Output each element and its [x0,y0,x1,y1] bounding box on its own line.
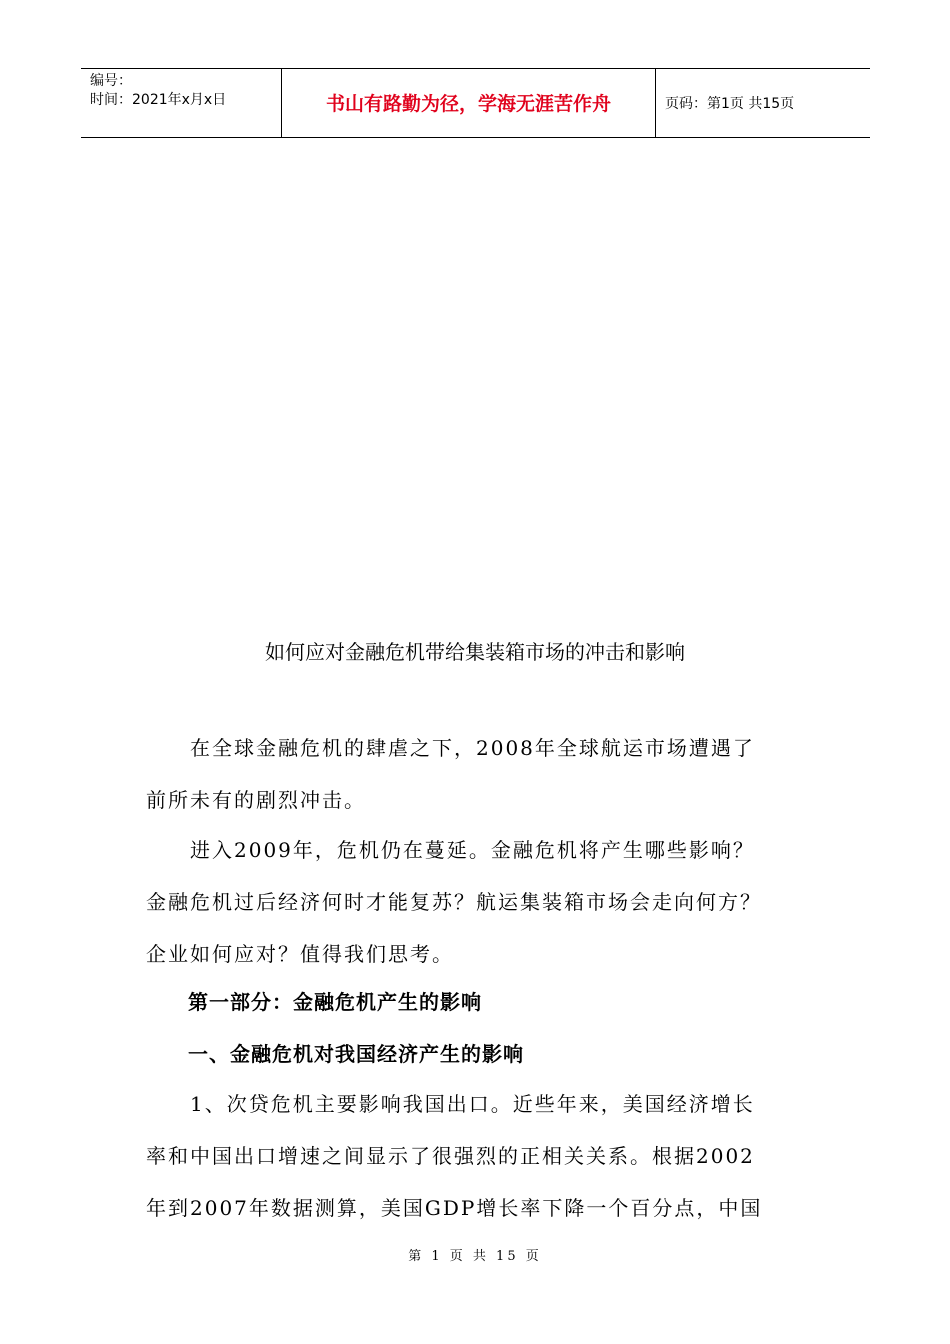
paragraph-line: 率和中国出口增速之间显示了很强烈的正相关关系。根据2002 [146,1144,755,1168]
motto-text: 书山有路勤为径，学海无涯苦作舟 [325,93,611,115]
time-label: 时间：2021年x月x日 [90,92,227,108]
number-label: 编号： [90,73,132,89]
paragraph-line: 1、次贷危机主要影响我国出口。近些年来，美国经济增长 [146,1092,755,1116]
section-heading-1 [146,1028,806,1080]
paragraph-line: 年到2007年数据测算，美国GDP增长率下降一个百分点，中国 [146,1196,763,1220]
header-page-cell [656,69,870,137]
document-title: 如何应对金融危机带给集装箱市场的冲击和影响 [265,640,685,664]
header-meta-cell [81,69,282,137]
paragraph-line: 在全球金融危机的肆虐之下，2008年全球航运市场遭遇了 [146,736,755,760]
paragraph-line: 企业如何应对？值得我们思考。 [146,942,454,966]
heading-line: 一、金融危机对我国经济产生的影响 [146,1042,524,1066]
heading-line: 第一部分：金融危机产生的影响 [146,990,482,1014]
paragraph-1 [146,722,806,826]
paragraph-line: 进入2009年，危机仍在蔓延。金融危机将产生哪些影响？ [146,838,755,862]
page-footer: 第 1 页 共 15 页 [408,1249,542,1264]
paragraph-2 [146,824,806,980]
section-heading-part-1 [146,976,806,1028]
header-table [81,68,870,138]
paragraph-3 [146,1078,806,1234]
paragraph-line: 金融危机过后经济何时才能复苏？航运集装箱市场会走向何方？ [146,890,762,914]
paragraph-line: 前所未有的剧烈冲击。 [146,788,366,812]
page-info: 页码：第1页 共15页 [665,96,795,112]
header-motto-cell [282,69,656,137]
